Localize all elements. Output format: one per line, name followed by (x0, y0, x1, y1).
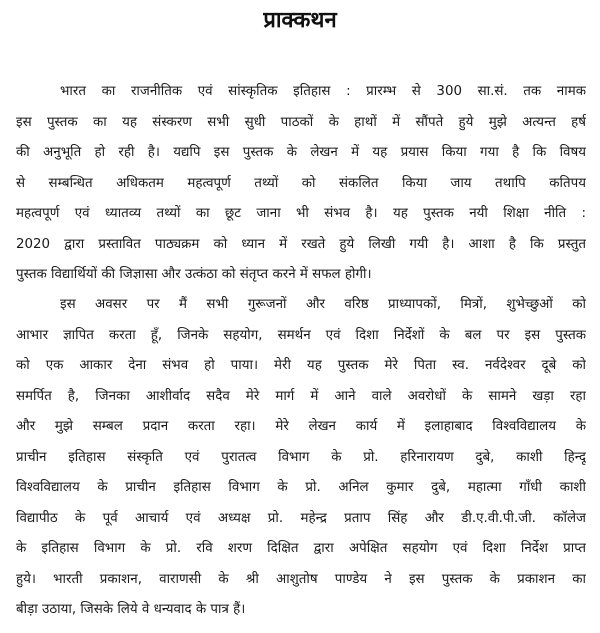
text-line: पुस्तक विद्यार्थियों की जिज्ञासा और उत्कंठा को संतृप्त करने में सफल होगी। (16, 267, 372, 282)
paragraph-2 (16, 290, 586, 626)
text-line: समर्पित है, जिनका आशीर्वाद सदैव मेरे मार्ग में आने वाले अवरोधों के सामने खड़ा रहा (16, 388, 586, 404)
text-line: विश्वविद्यालय के प्राचीन इतिहास विभाग के प्रो. अनिल कुमार दुबे, महात्मा गाँधी काशी (16, 480, 586, 495)
text-line: हुये। भारती प्रकाशन, वाराणसी के श्री आशुतोष पाण्डेय ने इस पुस्तक के प्रकाशन का (16, 571, 586, 587)
text-line: इस पुस्तक का यह संस्करण सभी सुधी पाठकों के हाथों में सौंपते हुये मुझे अत्यन्त हर्ष (16, 114, 586, 130)
text-line: विद्यापीठ के पूर्व आचार्य एवं अध्यक्ष प्रो. महेन्द्र प्रताप सिंह और डी.ए.वी.पी.जी. कॉलेज (16, 510, 586, 526)
text-line: के इतिहास विभाग के प्रो. रवि शरण दिक्षित द्वारा अपेक्षित सहयोग एवं दिशा निर्देश प्राप्त (16, 541, 586, 556)
paragraph-1 (16, 77, 586, 291)
text-line: 2020 द्वारा प्रस्तावित पाठ्यक्रम को ध्यान में रखते हुये लिखी गयी है। आशा है कि प्रस्तुत (16, 236, 586, 252)
text-line: को एक आकार देना संभव हो पाया। मेरी यह पुस्तक मेरे पिता स्व. नर्वदेश्वर दूबे को (16, 358, 586, 373)
text-line: और मुझे सम्बल प्रदान करता रहा। मेरे लेखन कार्य में इलाहाबाद विश्वविद्यालय के (16, 419, 586, 434)
text-line: भारत का राजनीतिक एवं सांस्कृतिक इतिहास : प्रारम्भ से 300 सा.सं. तक नामक (60, 84, 586, 99)
text-line: इस अवसर पर मैं सभी गुरूजनों और वरिष्ठ प्राध्यापकों, मित्रों, शुभेच्छुओं को (60, 297, 586, 312)
text-line: आभार ज्ञापित करता हूँ, जिनके सहयोग, समर्थन एवं दिशा निर्देशों के बल पर इस पुस्तक (16, 327, 586, 343)
text-line: से सम्बन्धित अधिकतम महत्वपूर्ण तथ्यों को संकलित किया जाय तथापि कतिपय (16, 175, 586, 191)
text-line: महत्वपूर्ण एवं ध्यातव्य तथ्यों का छूट जाना भी संभव है। यह पुस्तक नयी शिक्षा नीति : (16, 206, 586, 221)
page-title: प्राक्कथन (263, 8, 337, 33)
text-line: बीड़ा उठाया, जिसके लिये वे धन्यवाद के पात्र हैं। (16, 602, 246, 617)
text-line: की अनुभूति हो रही है। यद्यपि इस पुस्तक के लेखन में यह प्रयास किया गया है कि विषय (16, 145, 586, 160)
text-line: प्राचीन इतिहास संस्कृति एवं पुरातत्व विभाग के प्रो. हरिनारायण दुबे, काशी हिन्दू (16, 449, 586, 465)
